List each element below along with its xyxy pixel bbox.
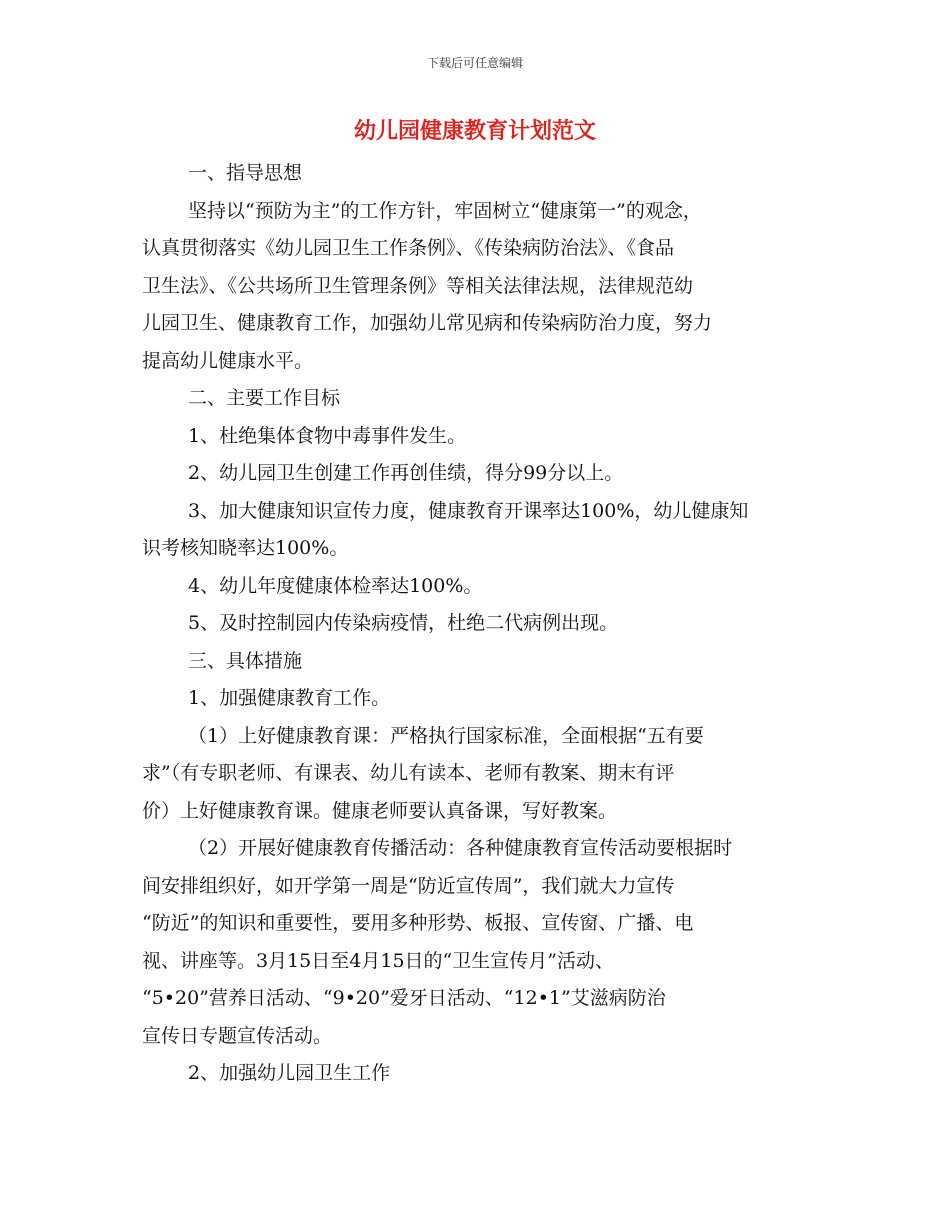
document-body [142, 155, 812, 1093]
text-line: 1、杜绝集体食物中毒事件发生。 [188, 424, 467, 447]
text-line: 卫生法》、《公共场所卫生管理条例》等相关法律法规，法律规范幼 [142, 274, 694, 297]
text-line: 识考核知晓率达100%。 [142, 537, 349, 559]
text-line: 求”（有专职老师、有课表、幼儿有读本、老师有教案、期末有评 [142, 762, 675, 784]
text-line: 儿园卫生、健康教育工作，加强幼儿常见病和传染病防治力度，努力 [142, 312, 713, 334]
text-line: 5、及时控制园内传染病疫情，杜绝二代病例出现。 [188, 612, 619, 634]
text-line: 4、幼儿年度健康体检率达100%。 [188, 574, 483, 597]
text-line: 2、加强幼儿园卫生工作 [188, 1062, 391, 1084]
text-line: 一、指导思想 [188, 162, 303, 184]
text-line: “5•20”营养日活动、“9•20”爱牙日活动、“12•1”艾滋病防治 [142, 987, 666, 1009]
text-line: （2）开展好健康教育传播活动：各种健康教育宣传活动要根据时 [188, 837, 733, 859]
text-line: “防近”的知识和重要性，要用多种形势、板报、宣传窗、广播、电 [142, 912, 694, 934]
text-line: 价）上好健康教育课。健康老师要认真备课，写好教案。 [142, 799, 618, 822]
text-line: 3、加大健康知识宣传力度，健康教育开课率达100%，幼儿健康知 [188, 499, 749, 522]
text-line: 宣传日专题宣传活动。 [142, 1024, 333, 1047]
text-line: （1）上好健康教育课：严格执行国家标准，全面根据“五有要 [188, 724, 704, 747]
text-line: 三、具体措施 [188, 649, 303, 672]
document-title: 幼儿园健康教育计划范文 [353, 118, 596, 144]
text-line: 间安排组织好，如开学第一周是“防近宣传周”，我们就大力宣传 [142, 874, 675, 897]
text-line: 视、讲座等。3月15日至4月15日的“卫生宣传月”活动、 [142, 949, 614, 972]
page-header: 下载后可任意编辑 [426, 56, 523, 70]
text-line: 2、幼儿园卫生创建工作再创佳绩，得分99分以上。 [188, 462, 624, 484]
text-line: 1、加强健康教育工作。 [188, 687, 391, 709]
text-line: 认真贯彻落实《幼儿园卫生工作条例》、《传染病防治法》、《食品 [142, 237, 675, 259]
text-line: 提高幼儿健康水平。 [142, 349, 314, 372]
text-line: 坚持以“预防为主”的工作方针，牢固树立“健康第一”的观念， [188, 199, 702, 222]
text-line: 二、主要工作目标 [188, 387, 341, 409]
